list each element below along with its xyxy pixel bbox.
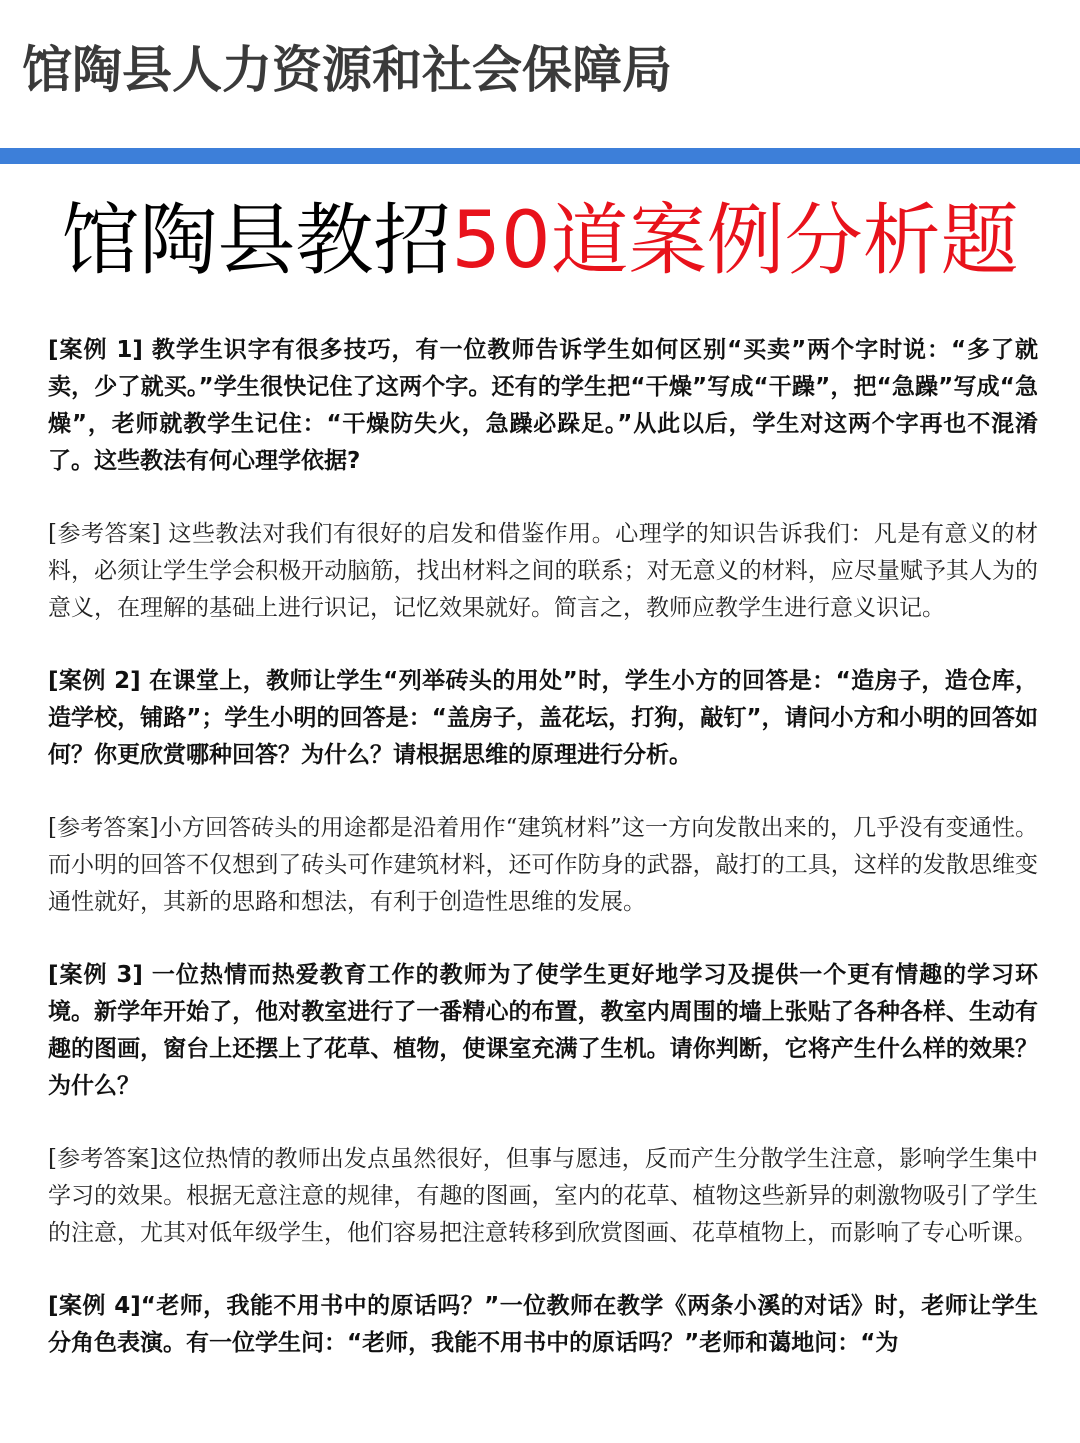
title-prefix: 馆陶县教招 bbox=[61, 196, 452, 286]
case-question bbox=[48, 332, 1038, 480]
case-text: 教学生识字有很多技巧，有一位教师告诉学生如何区别“买卖”两个字时说：“多了就卖，少了就买。”学生很快记住了这两个字。还有的学生把“干燥”写成“干躁”，把“急躁”写成“急燥”，老师就教学生记住：“干燥防失火，急躁必跺足。”从此以后，学生对这两个字再也不混淆了。这些教法有何心理学依据? bbox=[48, 337, 1038, 474]
case-text: “老师，我能不用书中的原话吗？”一位教师在教学《两条小溪的对话》时，老师让学生分角色表演。有一位学生问：“老师，我能不用书中的原话吗？”老师和蔼地问：“为 bbox=[48, 1293, 1038, 1356]
answer-text: 这位热情的教师出发点虽然很好，但事与愿违，反而产生分散学生注意，影响学生集中学习的效果。根据无意注意的规律，有趣的图画，室内的花草、植物这些新异的刺激物吸引了学生的注意，尤其对低年级学生，他们容易把注意转移到欣赏图画、花草植物上，而影响了专心听课。 bbox=[48, 1146, 1038, 1246]
document-title bbox=[0, 186, 1080, 296]
title-highlight: 50道案例分析题 bbox=[451, 196, 1019, 286]
reference-answer bbox=[48, 1141, 1038, 1252]
case-label: [案例 2] bbox=[48, 668, 141, 694]
answer-text: 这些教法对我们有很好的启发和借鉴作用。心理学的知识告诉我们：凡是有意义的材料，必须让学生学会积极开动脑筋，找出材料之间的联系；对无意义的材料，应尽量赋予其人为的意义，在理解的基础上进行识记，记忆效果就好。简言之，教师应教学生进行意义识记。 bbox=[48, 521, 1039, 621]
answer-label: [参考答案] bbox=[48, 521, 161, 547]
case-label: [案例 4] bbox=[48, 1293, 141, 1319]
reference-answer bbox=[48, 810, 1038, 921]
case-question bbox=[48, 1288, 1038, 1362]
header-divider-bar bbox=[0, 148, 1080, 164]
document-body bbox=[48, 332, 1038, 1362]
organization-name: 馆陶县人力资源和社会保障局 bbox=[22, 41, 672, 99]
case-text: 在课堂上，教师让学生“列举砖头的用处”时，学生小方的回答是：“造房子，造仓库，造学校，铺路”；学生小明的回答是：“盖房子，盖花坛，打狗，敲钉”，请问小方和小明的回答如何？你更欣赏哪种回答？为什么？请根据思维的原理进行分析。 bbox=[48, 668, 1038, 768]
answer-text: 小方回答砖头的用途都是沿着用作“建筑材料”这一方向发散出来的，几乎没有变通性。而小明的回答不仅想到了砖头可作建筑材料，还可作防身的武器，敲打的工具，这样的发散思维变通性就好，其新的思路和想法，有利于创造性思维的发展。 bbox=[48, 815, 1038, 915]
case-text: 一位热情而热爱教育工作的教师为了使学生更好地学习及提供一个更有情趣的学习环境。新学年开始了，他对教室进行了一番精心的布置，教室内周围的墙上张贴了各种各样、生动有趣的图画，窗台上还摆上了花草、植物，使课室充满了生机。请你判断，它将产生什么样的效果？为什么？ bbox=[48, 962, 1038, 1099]
case-question bbox=[48, 957, 1038, 1105]
answer-label: [参考答案] bbox=[48, 1146, 159, 1172]
case-label: [案例 3] bbox=[48, 962, 143, 988]
case-label: [案例 1] bbox=[48, 337, 143, 363]
case-question bbox=[48, 663, 1038, 774]
site-header bbox=[0, 0, 1080, 148]
reference-answer bbox=[48, 516, 1038, 627]
answer-label: [参考答案] bbox=[48, 815, 159, 841]
